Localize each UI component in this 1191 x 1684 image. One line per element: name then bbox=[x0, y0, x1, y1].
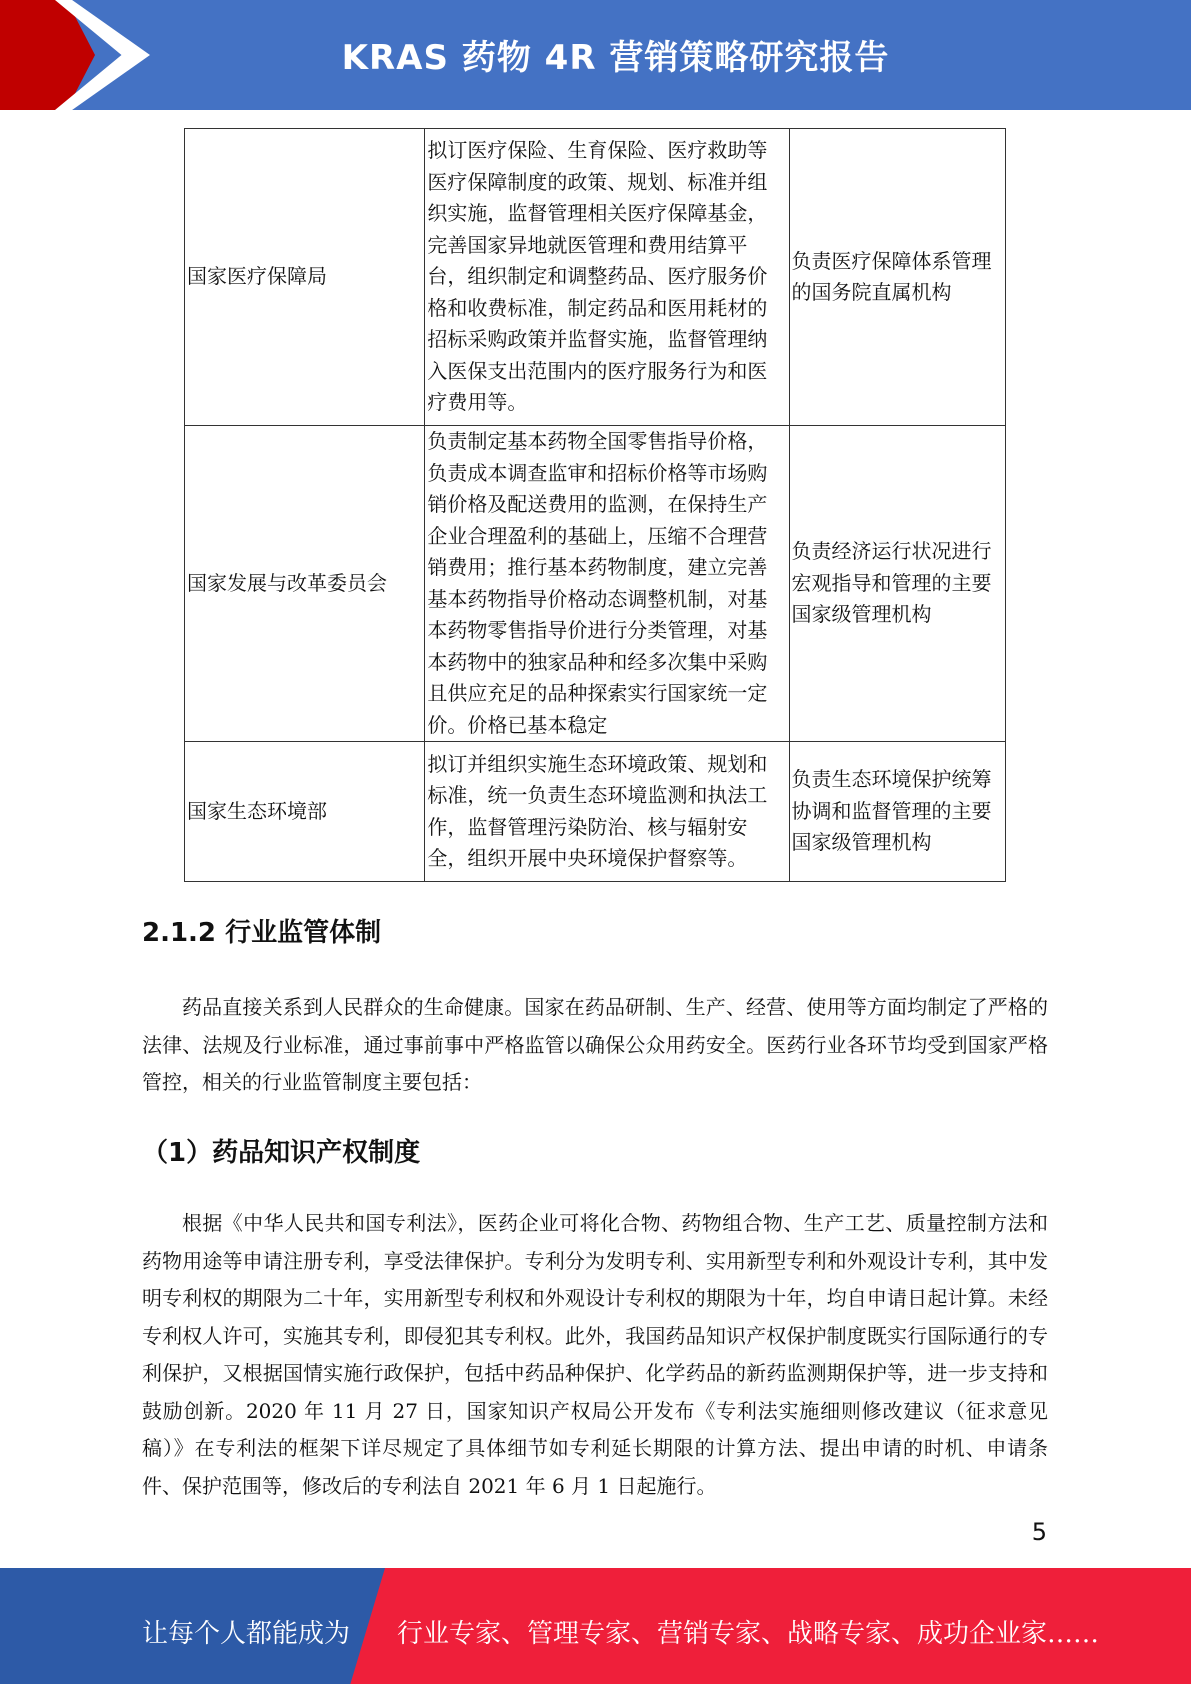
page-header bbox=[0, 0, 1191, 110]
table-cell-role: 负责经济运行状况进行宏观指导和管理的主要国家级管理机构 bbox=[789, 426, 1005, 742]
table-cell-role: 负责医疗保障体系管理的国务院直属机构 bbox=[789, 129, 1005, 426]
table-cell-duty: 负责制定基本药物全国零售指导价格，负责成本调查监审和招标价格等市场购销价格及配送费用的监测，在保持生产企业合理盈利的基础上，压缩不合理营销费用；推行基本药物制度，建立完善基本药物指导价格动态调整机制，对基本药物零售指导价进行分类管理，对基本药物中的独家品种和经多次集中采购且供应充足的品种探索实行国家统一定价。价格已基本稳定 bbox=[425, 426, 789, 742]
table-row bbox=[185, 426, 1006, 742]
table-cell-duty: 拟订并组织实施生态环境政策、规划和标准，统一负责生态环境监测和执法工作，监督管理污染防治、核与辐射安全，组织开展中央环境保护督察等。 bbox=[425, 742, 789, 882]
report-title: KRAS 药物 4R 营销策略研究报告 bbox=[341, 38, 890, 78]
table-cell-agency: 国家发展与改革委员会 bbox=[185, 426, 425, 742]
table-cell-agency: 国家医疗保障局 bbox=[185, 129, 425, 426]
page-number: 5 bbox=[1031, 1518, 1047, 1546]
table-cell-role: 负责生态环境保护统筹协调和监督管理的主要国家级管理机构 bbox=[789, 742, 1005, 882]
section-intro-paragraph: 药品直接关系到人民群众的生命健康。国家在药品研制、生产、经营、使用等方面均制定了严格的法律、法规及行业标准，通过事前事中严格监管以确保公众用药安全。医药行业各环节均受到国家严格管控，相关的行业监管制度主要包括： bbox=[142, 995, 1048, 1094]
table-cell-duty: 拟订医疗保险、生育保险、医疗救助等医疗保障制度的政策、规划、标准并组织实施，监督管理相关医疗保障基金，完善国家异地就医管理和费用结算平台，组织制定和调整药品、医疗服务价格和收费标准，制定药品和医用耗材的招标采购政策并监督实施，监督管理纳入医保支出范围内的医疗服务行为和医疗费用等。 bbox=[425, 129, 789, 426]
patent-paragraph: 根据《中华人民共和国专利法》，医药企业可将化合物、药物组合物、生产工艺、质量控制方法和药物用途等申请注册专利，享受法律保护。专利分为发明专利、实用新型专利和外观设计专利，其中发明专利权的期限为二十年，实用新型专利权和外观设计专利权的期限为十年，均自申请日起计算。未经专利权人许可，实施其专利，即侵犯其专利权。此外，我国药品知识产权保护制度既实行国际通行的专利保护，又根据国情实施行政保护，包括中药品种保护、化学药品的新药监测期保护等，进一步支持和鼓励创新。2020 年 11 月 27 日，国家知识产权局公开发布《专利法实施细则修改建议（征求意见稿）》在专利法的框架下详尽规定了具体细节如专利延长期限的计算方法、提出申请的时机、申请条件、保护范围等，修改后的专利法自 2021 年 6 月 1 日起施行。 bbox=[142, 1211, 1048, 1498]
table-cell-agency: 国家生态环境部 bbox=[185, 742, 425, 882]
table-row bbox=[185, 129, 1006, 426]
page-footer bbox=[0, 1568, 1191, 1684]
table-row bbox=[185, 742, 1006, 882]
footer-slogan-left: 让每个人都能成为 bbox=[142, 1619, 351, 1649]
footer-slogan-right: 行业专家、管理专家、营销专家、战略专家、成功企业家…… bbox=[397, 1619, 1100, 1649]
subsection-heading: （1）药品知识产权制度 bbox=[142, 1138, 421, 1168]
section-heading: 2.1.2 行业监管体制 bbox=[142, 918, 382, 948]
regulator-table bbox=[184, 128, 1006, 882]
